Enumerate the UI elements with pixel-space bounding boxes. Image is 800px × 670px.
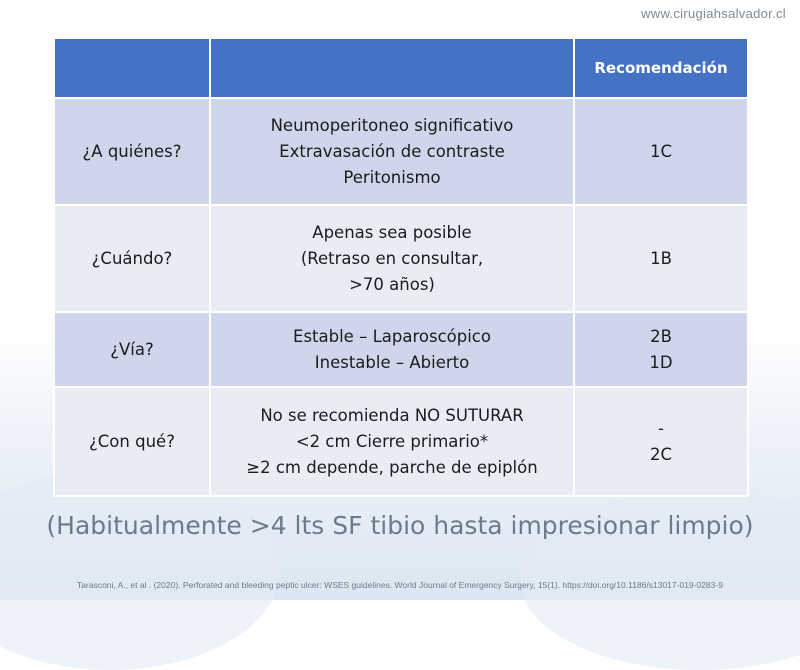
detail-cell xyxy=(210,205,574,312)
recommendation-cell xyxy=(574,98,748,205)
site-url: www.cirugiahsalvador.cl xyxy=(641,6,786,21)
detail-line: Estable – Laparoscópico xyxy=(293,326,491,346)
question-cell: ¿Con qué? xyxy=(54,387,210,496)
table-row xyxy=(54,205,748,312)
table-row xyxy=(54,312,748,387)
recommendation-grade: 1D xyxy=(649,352,673,372)
header-cell-question xyxy=(54,38,210,98)
header-cell-detail xyxy=(210,38,574,98)
table-row xyxy=(54,387,748,496)
recommendation-cell xyxy=(574,205,748,312)
recommendation-table xyxy=(53,37,749,497)
detail-cell xyxy=(210,98,574,205)
detail-line: Inestable – Abierto xyxy=(314,352,470,372)
detail-line: No se recomienda NO SUTURAR xyxy=(260,405,524,425)
table-row xyxy=(54,98,748,205)
question-cell: ¿Cuándo? xyxy=(54,205,210,312)
detail-line: >70 años) xyxy=(349,274,435,294)
recommendation-cell xyxy=(574,387,748,496)
question-cell: ¿A quiénes? xyxy=(54,98,210,205)
detail-cell xyxy=(210,387,574,496)
detail-line: Extravasación de contraste xyxy=(279,141,505,161)
recommendation-grade: - xyxy=(658,418,664,438)
detail-line: ≥2 cm depende, parche de epiplón xyxy=(246,457,538,477)
recommendation-grade: 2C xyxy=(649,444,673,464)
recommendation-grade: 1C xyxy=(649,141,673,161)
table-header-row xyxy=(54,38,748,98)
detail-line: Apenas sea posible xyxy=(312,222,472,242)
detail-line: Neumoperitoneo significativo xyxy=(270,115,514,135)
detail-line: Peritonismo xyxy=(343,167,441,187)
irrigation-footnote: (Habitualmente >4 lts SF tibio hasta impresionar limpio) xyxy=(46,511,754,540)
detail-cell xyxy=(210,312,574,387)
header-cell-recommendation: Recomendación xyxy=(574,38,748,98)
question-cell: ¿Vía? xyxy=(54,312,210,387)
detail-line: <2 cm Cierre primario* xyxy=(295,431,489,451)
recommendation-grade: 2B xyxy=(650,326,672,346)
citation-text: Tarasconi, A., et al . (2020). Perforated and bleeding peptic ulcer: WSES guidelines. World Journal of Emergency Surgery, 15(1). https://doi.org/10.1186/s13017-019-0283-9 xyxy=(77,580,723,590)
detail-line: (Retraso en consultar, xyxy=(300,248,484,268)
recommendation-cell xyxy=(574,312,748,387)
recommendation-grade: 1B xyxy=(650,248,672,268)
